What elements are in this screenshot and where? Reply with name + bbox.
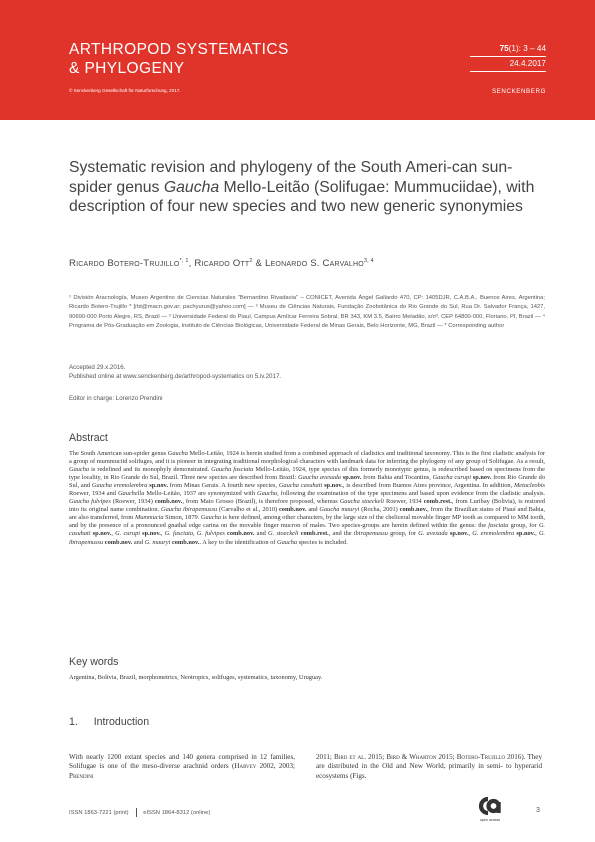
volume-number: 75 [499, 44, 509, 53]
intro-left-run: Prendini [69, 771, 94, 780]
abstract-text-run: Gaucha avexada [297, 474, 341, 482]
intro-right-run: 2016). They are distributed in the Old and New World, primarily in semi- to hyperarid ecosystems (Figs. [316, 753, 542, 780]
intro-right-run: Bird et al. [333, 753, 367, 761]
abstract-text-run: , [193, 530, 197, 538]
article-title [69, 158, 544, 217]
abstract-text-run: Mello-Leitão, 1924, type species of this formerly monotypic genus, is redescribed based on specimens from the type locality, in Rio Grande do Sul, Brazil. Three new species are described from Brazil: [69, 466, 545, 482]
abstract-text-run: comb.nov. [103, 538, 133, 546]
title-genus: Gaucha [163, 178, 220, 196]
open-access-icon [477, 796, 501, 816]
author-affiliation-mark: 2 [249, 258, 253, 264]
intro-left-run: Harvey [234, 762, 257, 771]
open-access-label: open access [479, 818, 501, 822]
abstract-text-run: comb.nov. [154, 498, 183, 506]
abstract-text-run: Mello-Leitão, 1924 is herein studied from a combined approach of cladistics and traditional taxonomy. This is the first cladistic analysis for a group of mummuciid solifuges, and it is pioneer in integrating traditional morphological characters with landmark data for inferring the phylogeny of any group of Solifugae. As a result, [69, 450, 545, 466]
abstract-text-run: sp.nov. [340, 474, 362, 482]
article-dates [69, 363, 281, 382]
abstract-text-run: Gaucha [167, 450, 188, 457]
abstract-text-run: G. eremolembra [472, 530, 515, 538]
abstract-text-run: , [160, 530, 165, 538]
author-name: Ricardo Ott [194, 258, 250, 270]
abstract-text-run: (Carvalho et al., 2010) [217, 506, 279, 514]
abstract-text-run: G. casuhati [69, 522, 546, 538]
author-separator: & [252, 258, 266, 270]
abstract-text-run: Mello-Leitão, 1937 are synonymized with [144, 490, 258, 498]
abstract-text-run: sp.nov. [140, 530, 161, 538]
abstract-text-run: comb.nov. [170, 538, 200, 546]
abstract-text-run: Mummucia [134, 514, 164, 522]
abstract-text-run: G. ibirapemussu [69, 530, 545, 546]
journal-title [69, 40, 289, 78]
abstract-text-run: sp.nov. [322, 482, 343, 490]
intro-right-run: Bird & Wharton [386, 753, 437, 761]
abstract-text-run: Gaucha [276, 538, 298, 546]
affiliations: ¹ División Aracnología, Museo Argentino de Ciencias Naturales “Bernardino Rivadavia” – CONICET, Avenida Ángel Gallardo 470, CP: 1405DJR, C.A.B.A., Buenos Aires, Argentina; Ricardo Botero-Trujillo * [rbt@macn.gov.ar; pachyurus@yahoo.com] — ² Museu de Ciências Naturais, Fundação Zoobotânica do Rio Grande do Sul, Rua Dr. Salvador França, 1427, 90690-000 Porto Alegre, RS, Brazil — ³ Universidade Federal do Piauí, Campus Amílcar Ferreira Sobral, BR 343, KM 3.5, Bairro Meladão, s/nº. CEP 64800-000, Floriano, PI, Brazil — ⁴ Programa de Pós-Graduação em Zoologia, Instituto de Ciências Biológicas, Universidade Federal de Minas Gerais, Belo Horizonte, MG, Brazil — * Corresponding author [69, 295, 545, 330]
author-separator: , [188, 258, 195, 270]
abstract-text-run: The South American sun-spider genus [69, 450, 168, 457]
copyright-notice: © Senckenberg Gesellschaft für Naturforschung, 2017. [69, 88, 181, 93]
abstract-text-run: ibirapemussu [353, 530, 388, 538]
abstract-text-run: Gaucha fulvipes [69, 498, 111, 506]
journal-title-line2: & PHYLOGENY [69, 60, 185, 77]
abstract-text-run: from Bahia and Tocantins, [361, 474, 433, 482]
abstract-text-run: and [132, 538, 145, 546]
abstract-text-run: G. mauryi [144, 538, 171, 546]
intro-column-right [316, 753, 542, 781]
abstract-text-run: (Rocha, 2001) [359, 506, 400, 514]
abstract-text-run: G. avexada [418, 530, 448, 538]
abstract-text-run: , following the examination of the type specimens and based upon evidence from the cladistic analysis. [277, 490, 546, 498]
issn-divider [136, 808, 137, 817]
abstract-text-run: Gaucha [200, 514, 221, 522]
abstract-text-run: species is included. [297, 538, 348, 546]
abstract-text-run: is redefined and its monophyly demonstrated. [89, 466, 212, 474]
abstract-text-run: Gaucha [257, 490, 278, 498]
abstract-text-run: fasciata [488, 522, 509, 530]
abstract-text-run: Roewer, 1934 [383, 498, 424, 506]
abstract-text-run: , from Mato Grosso (Brazil), is therefore proposed, whereas [182, 498, 340, 506]
abstract-text-run: Gauchella [117, 490, 145, 498]
abstract-text [69, 450, 545, 547]
abstract-text-run: Simon, 1879. [163, 514, 201, 522]
publisher-name: SENCKENBERG [491, 88, 546, 95]
abstract-text-run: , and the [328, 530, 354, 538]
abstract-text-run: G. curupi [115, 530, 141, 538]
page-number: 3 [536, 807, 540, 814]
title-part-1: Systematic revision and phylogeny of the South Ameri-can sun-spider genus [69, 159, 513, 196]
abstract-text-run: , from the Brazilian states of Piauí and Bahia, are also transferred, from [69, 506, 545, 522]
abstract-text-run: group, for [508, 522, 539, 530]
abstract-text-run: Gaucha stoeckeli [339, 498, 384, 506]
abstract-text-run: (Roewer, 1934) [110, 498, 155, 506]
abstract-text-run: sp.nov. [514, 530, 536, 538]
abstract-text-run: Gaucha ibirapemussu [160, 506, 218, 514]
abstract-text-run: comb.nov. [399, 506, 428, 514]
abstract-text-run: Gaucha fasciata [211, 466, 254, 474]
abstract-text-run: Gaucha curupi [432, 474, 471, 482]
issn-online: eISSN 1864-8312 (online) [143, 810, 211, 817]
abstract-text-run: Gaucha eremolembra [91, 482, 148, 490]
abstract-text-run: , [111, 530, 116, 538]
author-affiliation-mark: 3, 4 [363, 258, 374, 264]
intro-right-run: Botero-Trujillo [456, 753, 506, 761]
introduction-heading: 1. Introduction [69, 716, 150, 728]
abstract-text-run: sp.nov. [90, 530, 112, 538]
title-part-2: Mello-Leitão (Solifugae: Mummuciidae), with description of four new species and two new generic synonymies [69, 178, 535, 215]
abstract-text-run: from Minas Gerais. A fourth new species, [167, 482, 279, 490]
abstract-text-run: group, for [387, 530, 419, 538]
abstract-text-run: sp.nov. [470, 474, 492, 482]
intro-right-run: 2015; [436, 753, 457, 761]
abstract-text-run: Metacleobis [513, 482, 545, 490]
abstract-text-run: sp.nov. [147, 482, 168, 490]
publication-date: 24.4.2017 [470, 59, 546, 72]
abstract-text-run: from Rio Grande do Sul, and [69, 474, 545, 490]
volume-issue-pages [470, 44, 546, 57]
journal-header [0, 0, 595, 120]
intro-right-run: 2011; [316, 753, 334, 761]
abstract-text-run: G. fulvipes [196, 530, 225, 538]
keywords-heading: Key words [69, 656, 119, 668]
intro-left-run: With nearly 1200 extant species and 140 genera comprised in 12 families, Solifugae is one of the meso-diverse arachnid orders ( [69, 753, 295, 771]
abstract-text-run: sp.nov. [447, 530, 469, 538]
abstract-text-run: and [306, 506, 320, 514]
author-name: Ricardo Botero-Trujillo [69, 258, 180, 270]
intro-left-run: 2002, 2003; [256, 762, 295, 771]
abstract-text-run: G. stoeckeli [268, 530, 299, 538]
abstract-text-run: . A key to the identification of [199, 538, 277, 546]
abstract-text-run: and [254, 530, 268, 538]
journal-title-line1: ARTHROPOD SYSTEMATICS [69, 41, 289, 58]
abstract-text-run: , from Luribay (Bolivia), is restored into its original name combination. [69, 498, 545, 514]
issn-line [69, 808, 210, 817]
issue-pages: (1): 3 – 44 [508, 44, 546, 53]
issn-print: ISSN 1863-7221 (print) [69, 810, 129, 817]
abstract-text-run: Gaucha [69, 466, 90, 474]
keywords-text: Argentina, Bolivia, Brazil, morphometrics, Neotropics, solifuges, systematics, taxonomy, Uruguay. [69, 674, 323, 681]
published-online: Published online at www.senckenberg.de/arthropod-systematics on 5.iv.2017. [69, 373, 282, 381]
abstract-text-run: is here defined, among other characters, by the large size of the cheliceral movable finger MP tooth as compared to MM tooth, and by the presence of a pronounced gnathal edge carina on the movable finger mucron of males. Two species-groups are herein defined within the genus: the [69, 514, 546, 530]
intro-right-run: 2015; [366, 753, 387, 761]
editor-in-charge: Editor in charge: Lorenzo Prendini [69, 395, 163, 402]
abstract-text-run: comb.rest. [298, 530, 329, 538]
intro-column-left [69, 753, 295, 781]
abstract-text-run: G. fasciata [164, 530, 194, 538]
abstract-text-run: comb.rest. [423, 498, 452, 506]
abstract-text-run: , [468, 530, 473, 538]
abstract-text-run: Roewer, 1934 and [69, 490, 118, 498]
abstract-text-run: Gaucha casuhati [278, 482, 323, 490]
abstract-text-run: Gaucha mauryi [319, 506, 360, 514]
accepted-date: Accepted 29.x.2016. [69, 364, 126, 371]
author-name: Leonardo S. Carvalho [265, 258, 364, 270]
abstract-text-run: comb.nov. [224, 530, 255, 538]
abstract-text-run: , is described from Buenos Aires province, Argentina. In addition, [342, 482, 514, 490]
abstract-text-run: , [535, 530, 539, 538]
abstract-heading: Abstract [69, 432, 108, 444]
author-list [69, 258, 374, 269]
author-affiliation-mark: *, 1 [179, 258, 189, 264]
abstract-text-run: comb.nov. [278, 506, 307, 514]
